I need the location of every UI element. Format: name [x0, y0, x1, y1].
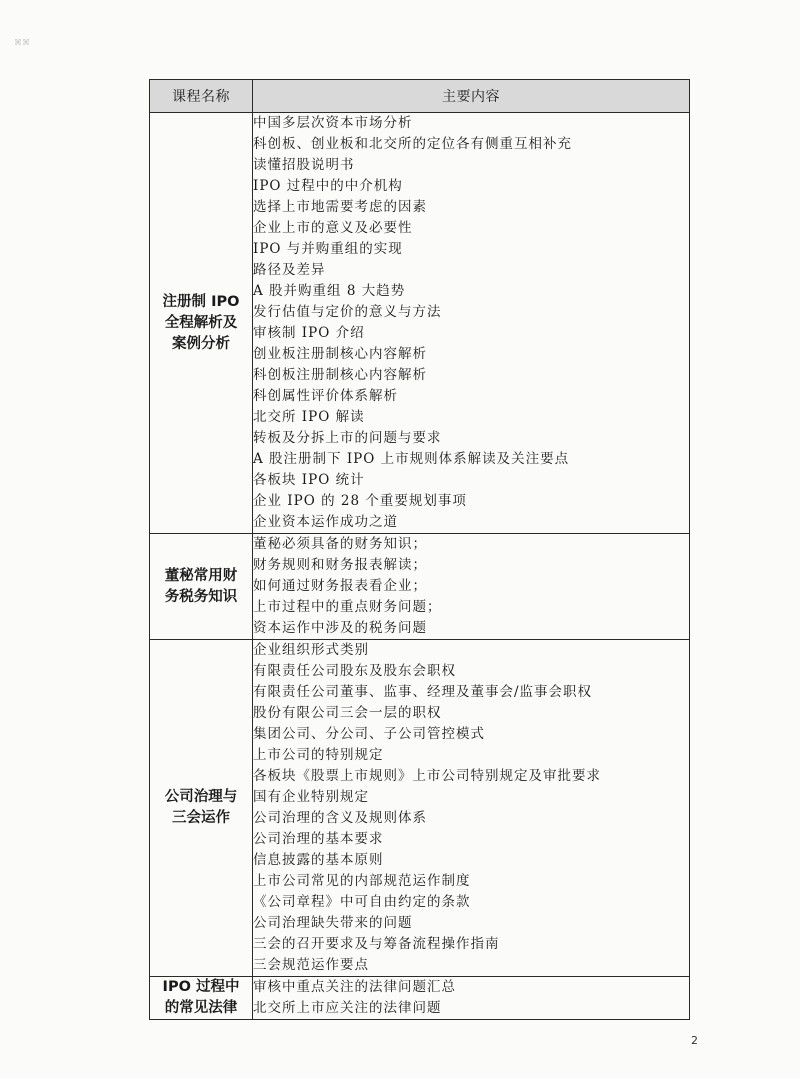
list-item: 读懂招股说明书	[253, 157, 355, 173]
list-item: IPO 过程中的中介机构	[253, 178, 403, 194]
course-content-cell	[253, 534, 690, 640]
scan-corner-mark: ⌘⌘	[14, 38, 30, 47]
list-item: 科创板注册制核心内容解析	[253, 367, 427, 383]
list-item: 创业板注册制核心内容解析	[253, 346, 427, 362]
course-name-cell	[150, 977, 253, 1020]
course-table	[149, 79, 690, 1020]
course-name-cell	[150, 113, 253, 534]
table-row	[150, 640, 690, 977]
list-item: 企业组织形式类别	[253, 642, 369, 658]
list-item: IPO 与并购重组的实现	[253, 241, 403, 257]
list-item: 公司治理的基本要求	[253, 831, 384, 847]
table-header-row	[150, 80, 690, 113]
list-item: 资本运作中涉及的税务问题	[253, 620, 427, 636]
list-item: A 股注册制下 IPO 上市规则体系解读及关注要点	[253, 451, 570, 467]
list-item: 上市公司常见的内部规范运作制度	[253, 873, 471, 889]
course-name-line: 的常见法律	[164, 1000, 238, 1016]
list-item: 上市公司的特别规定	[253, 747, 384, 763]
course-name-line: 公司治理与	[164, 789, 238, 805]
list-item: 信息披露的基本原则	[253, 852, 384, 868]
course-name-cell	[150, 534, 253, 640]
table-row	[150, 977, 690, 1020]
list-item: 上市过程中的重点财务问题；	[253, 599, 442, 615]
list-item: 国有企业特别规定	[253, 789, 369, 805]
list-item: 路径及差异	[253, 262, 326, 278]
list-item: 三会的召开要求及与筹备流程操作指南	[253, 936, 500, 952]
list-item: 科创板、创业板和北交所的定位各有侧重互相补充	[253, 136, 572, 152]
course-content-cell	[253, 640, 690, 977]
course-content-cell	[253, 113, 690, 534]
list-item: 如何通过财务报表看企业；	[253, 578, 427, 594]
list-item: 三会规范运作要点	[253, 957, 369, 973]
list-item: 有限责任公司董事、监事、经理及董事会/监事会职权	[253, 684, 593, 700]
list-item: 审核制 IPO 介绍	[253, 325, 365, 341]
list-item: 转板及分拆上市的问题与要求	[253, 430, 442, 446]
course-name-line: 三会运作	[172, 810, 230, 826]
course-name-line: 注册制 IPO	[162, 293, 240, 310]
course-name-line: IPO 过程中	[162, 979, 240, 995]
course-name-line: 务税务知识	[164, 588, 238, 605]
list-item: 审核中重点关注的法律问题汇总	[253, 979, 456, 995]
course-name-line: 案例分析	[172, 335, 230, 352]
course-name-line: 董秘常用财	[164, 567, 238, 584]
list-item: 董秘必须具备的财务知识；	[253, 536, 427, 552]
list-item: 各板块 IPO 统计	[253, 472, 365, 488]
list-item: 企业上市的意义及必要性	[253, 220, 413, 236]
header-main-content: 主要内容	[253, 80, 690, 113]
list-item: 公司治理的含义及规则体系	[253, 810, 427, 826]
course-name-cell	[150, 640, 253, 977]
list-item: 财务规则和财务报表解读；	[253, 557, 427, 573]
list-item: 《公司章程》中可自由约定的条款	[253, 894, 471, 910]
list-item: 发行估值与定价的意义与方法	[253, 304, 442, 320]
list-item: A 股并购重组 8 大趋势	[253, 283, 406, 299]
course-content-cell	[253, 977, 690, 1020]
list-item: 公司治理缺失带来的问题	[253, 915, 413, 931]
course-name-line: 全程解析及	[164, 314, 238, 331]
list-item: 中国多层次资本市场分析	[253, 115, 413, 131]
list-item: 企业资本运作成功之道	[253, 514, 398, 530]
list-item: 股份有限公司三会一层的职权	[253, 705, 442, 721]
header-course-name: 课程名称	[150, 80, 253, 113]
table-row	[150, 534, 690, 640]
list-item: 各板块《股票上市规则》上市公司特别规定及审批要求	[253, 768, 601, 784]
list-item: 企业 IPO 的 28 个重要规划事项	[253, 493, 467, 509]
list-item: 北交所上市应关注的法律问题	[253, 1000, 442, 1016]
table-row	[150, 113, 690, 534]
list-item: 科创属性评价体系解析	[253, 388, 398, 404]
page-number: 2	[691, 1034, 698, 1047]
list-item: 集团公司、分公司、子公司管控模式	[253, 726, 485, 742]
list-item: 选择上市地需要考虑的因素	[253, 199, 427, 215]
list-item: 北交所 IPO 解读	[253, 409, 365, 425]
list-item: 有限责任公司股东及股东会职权	[253, 663, 456, 679]
